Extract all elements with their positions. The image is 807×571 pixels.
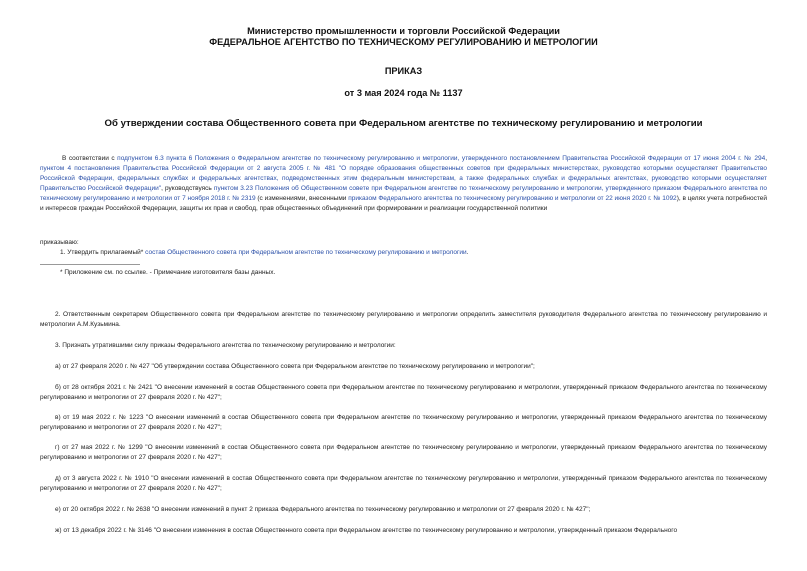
footnote-divider <box>40 264 140 265</box>
sub-item-a: а) от 27 февраля 2020 г. № 427 "Об утверждении состава Общественного совета при Федеральном агентстве по техническому регулированию и метрологии"; <box>55 363 535 370</box>
preamble-text-2: , <box>765 155 768 162</box>
sub-item-e: е) от 20 октября 2022 г. № 2638 "О внесении изменений в пункт 2 приказа Федерального агентства по техническому регулированию и метрологии от 27 февраля 2020 г. № 427"; <box>55 506 591 513</box>
link-council-composition[interactable]: состав Общественного совета при Федеральном агентстве по техническому регулированию и метрологии <box>145 249 467 256</box>
ministry-name: Министерство промышленности и торговли Российской Федерации <box>247 26 560 36</box>
preamble-text-5: ), в целях учета потребностей и интересов граждан Российской Федерации, защиты их прав и свобод, прав общественных объединений при формировании и реализации государственной политики <box>40 195 767 212</box>
item-1 <box>60 248 770 258</box>
document-type: ПРИКАЗ <box>384 66 423 76</box>
sub-item-v: в) от 19 мая 2022 г. № 1223 "О внесении изменений в состав Общественного совета при Федеральном агентстве по техническому регулированию и метрологии, утвержденный приказом Федерального агентства по техническому регулированию и метрологии от 27 февраля 2020 г. № 427"; <box>40 414 767 431</box>
preamble-paragraph <box>40 154 767 214</box>
sub-item-d: д) от 3 августа 2022 г. № 1910 "О внесении изменений в состав Общественного совета при Федеральном агентстве по техническому регулированию и метрологии, утвержденный приказом Федерального агентства по техническому регулированию и метрологии от 27 февраля 2020 г. № 427"; <box>40 475 767 492</box>
link-order-2319[interactable]: пунктом 3.23 Положения об Общественном совете при Федеральном агентстве по техническому регулированию и метрологии, утвержденного приказом Федерального агентства по техническому регулированию и метрологии от 7 ноября 2018 г. № 2319 <box>40 185 767 202</box>
item-3: 3. Признать утратившими силу приказы Федерального агентства по техническому регулированию и метрологии: <box>55 342 396 349</box>
document-date-number: от 3 мая 2024 года № 1137 <box>344 88 463 98</box>
footnote: * Приложение см. по ссылке. - Примечание изготовителя базы данных. <box>60 269 276 276</box>
sub-item-zh: ж) от 13 декабря 2022 г. № 3146 "О внесении изменения в состав Общественного совета при Федеральном агентстве по техническому регулированию и метрологии, утвержденный приказом Федерального <box>55 527 678 534</box>
preamble-text-1: В соответствии с <box>62 155 118 162</box>
link-regulation-294[interactable]: подпунктом 6.3 пункта 6 Положения о Федеральном агентстве по техническому регулированию и метрологии, утвержденного постановлением Правительства Российской Федерации от 17 июня 2004 г. № 294 <box>117 155 766 162</box>
link-resolution-481[interactable]: пунктом 4 постановления Правительства Российской Федерации от 2 августа 2005 г. № 481 "О порядке образования общественных советов при федеральных министерствах, руководство которыми осуществляет Правительство Российской Федерации, федеральных службах и федеральных агентствах, подведомственных этим федеральным министерствам, а также федеральных службах и федеральных агентствах, руководство которыми осуществляет Правительство Российской Федерации" <box>40 165 767 192</box>
sub-item-b: б) от 28 октября 2021 г. № 2421 "О внесении изменений в состав Общественного совета при Федеральном агентстве по техническому регулированию и метрологии, утвержденный приказом Федерального агентства по техническому регулированию и метрологии от 27 февраля 2020 г. № 427"; <box>40 384 767 401</box>
preamble-text-4: (с изменениями, внесенными <box>255 195 349 202</box>
item-2: 2. Ответственным секретарем Общественного совета при Федеральном агентстве по техническому регулированию и метрологии определить заместителя руководителя Федерального агентства по техническому регулированию и метрологии А.М.Кузьмина. <box>40 311 767 328</box>
agency-name: ФЕДЕРАЛЬНОЕ АГЕНТСТВО ПО ТЕХНИЧЕСКОМУ РЕГУЛИРОВАНИЮ И МЕТРОЛОГИИ <box>209 37 598 47</box>
order-word: приказываю: <box>40 239 79 246</box>
item-1-suffix: . <box>466 249 469 256</box>
document-title: Об утверждении состава Общественного совета при Федеральном агентстве по техническому регулированию и метрологии <box>104 118 703 129</box>
link-order-1092[interactable]: приказом Федерального агентства по техническому регулированию и метрологии от 22 июня 2020 г. № 1092 <box>348 195 677 202</box>
preamble-text-3: , руководствуясь <box>161 185 214 192</box>
item-1-prefix: 1. Утвердить прилагаемый* <box>60 249 146 256</box>
sub-item-g: г) от 27 мая 2022 г. № 1299 "О внесении изменений в состав Общественного совета при Федеральном агентстве по техническому регулированию и метрологии, утвержденный приказом Федерального агентства по техническому регулированию и метрологии от 27 февраля 2020 г. № 427"; <box>40 444 767 461</box>
